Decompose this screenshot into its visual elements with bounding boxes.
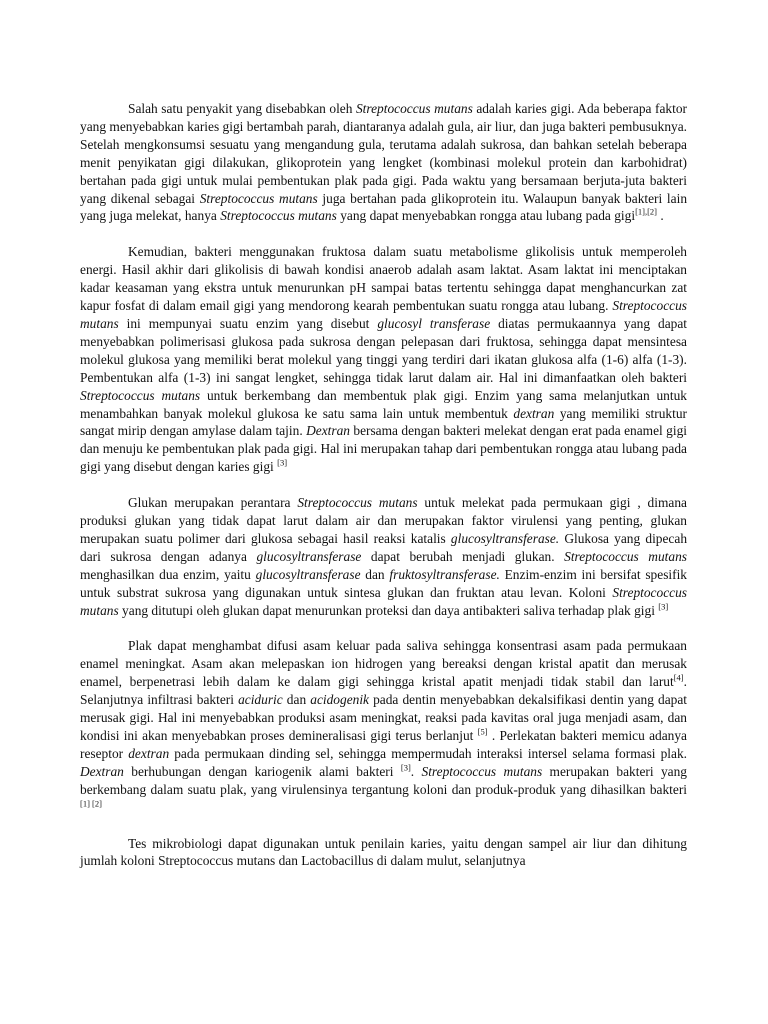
italic-term: Dextran: [306, 423, 350, 439]
italic-term: dextran: [513, 405, 555, 421]
italic-term: Streptococcus mutans: [80, 584, 687, 618]
text-run: Enzim-enzim ini bersifat spesifik untuk substrat sukrosa yang digunakan untuk sintesa glukan dan fruktan atau levan. Koloni: [80, 566, 688, 600]
italic-term: glucosyltransferase: [256, 548, 362, 564]
text-run: juga bertahan pada glikoprotein itu. Walaupun banyak bakteri lain yang juga melekat, hanya: [80, 190, 688, 224]
text-run: pada dentin menyebabkan dekalsifikasi dentin yang dapat merusak gigi. Hal ini menyebabkan produksi asam meningkat, reaksi pada kavitas oral juga menjadi asam, dan kondisi ini akan menyebabkan proses demineralisasi gigi terus berlanjut: [80, 692, 688, 743]
text-run: Glukan merupakan perantara: [128, 495, 298, 511]
italic-term: acidogenik: [310, 692, 369, 708]
text-run: bersama dengan bakteri melekat dengan erat pada enamel gigi dan menuju ke pembentukan plak pada gigi. Hal ini merupakan tahap dari pembentukan rongga atau lubang pada gigi yang disebut dengan karies gigi: [80, 423, 687, 475]
italic-term: Streptococcus mutans: [199, 190, 318, 206]
text-run: merupakan bakteri yang berkembang dalam suatu plak, yang virulensinya tergantung koloni dan produk-produk yang dihasilkan bakteri: [80, 763, 687, 797]
citation-ref: [3]: [658, 601, 669, 612]
italic-term: Streptococcus mutans: [80, 298, 687, 331]
citation-ref: [5]: [477, 726, 488, 737]
citation-ref: [1] [2]: [80, 798, 102, 809]
italic-term: Streptococcus mutans: [355, 101, 473, 116]
italic-term: fruktosyltransferase.: [389, 566, 500, 582]
text-run: .: [410, 763, 422, 779]
text-run: dan: [360, 566, 390, 582]
italic-term: dextran: [128, 745, 170, 761]
text-run: yang memiliki struktur sangat mirip dengan amylase dalam tajin.: [80, 405, 687, 439]
text-run: untuk melekat pada permukaan gigi , dimana produksi glukan yang tidak dapat larut dalam air dan merupakan faktor virulensi yang penting, glukan merupakan suatu polimer dari glukosa sebagai hasil reaksi katalis: [80, 495, 687, 546]
italic-term: Streptococcus mutans: [220, 208, 337, 224]
text-run: dapat berubah menjadi glukan.: [361, 548, 565, 564]
citation-ref: [4]: [673, 672, 684, 683]
italic-term: aciduric: [238, 692, 283, 708]
text-run: Tes mikrobiologi dapat digunakan untuk penilain karies, yaitu dengan sampel air liur dan dihitung jumlah koloni Streptococcus mutans dan Lactobacillus di dalam mulut, selanjutnya: [80, 835, 687, 869]
italic-term: Streptococcus mutans: [421, 763, 543, 779]
italic-term: glucosyl transferase: [377, 315, 491, 331]
text-run: Kemudian, bakteri menggunakan fruktosa dalam suatu metabolisme glikolisis untuk memperoleh energi. Hasil akhir dari glikolisis di bawah kondisi anaerob adalah asam laktat. Asam laktat ini menciptakan kadar keasaman yang ekstra untuk menurunkan pH sampai batas tertentu sehingga dapat menghancurkan zat kapur fosfat di dalam email gigi yang mendorong kearah pembentukan suatu rongga atau lubang.: [80, 244, 687, 314]
text-run: untuk berkembang dan membentuk plak gigi. Enzim yang sama melanjutkan untuk menambahkan banyak molekul glukosa ke satu sama lain untuk membentuk: [80, 387, 687, 421]
text-run: . Perlekatan bakteri memicu adanya reseptor: [80, 728, 687, 761]
text-run: Glukosa yang dipecah dari sukrosa dengan adanya: [80, 530, 688, 564]
paragraph-2: [80, 243, 687, 476]
text-run: adalah karies gigi. Ada beberapa faktor yang menyebabkan karies gigi bertambah parah, diantaranya adalah gula, air liur, dan juga bakteri pembusuknya. Setelah mengkonsumsi sesuatu yang mengandung gula, terutama adalah sukrosa, dan bahkan setelah beberapa menit penyikatan gigi dilakukan, glikoprotein yang lengket (kombinasi molekul protein dan karbohidrat) bertahan pada gigi untuk mulai pembentukan plak pada gigi. Pada waktu yang bersamaan berjuta-juta bakteri yang dikenal sebagai: [80, 101, 687, 206]
paragraph-1: [80, 100, 687, 225]
paragraph-4: [80, 637, 687, 816]
text-run: Salah satu penyakit yang disebabkan oleh: [128, 101, 356, 116]
text-run: diatas permukaannya yang dapat menyebabkan polimerisasi glukosa pada sukrosa dengan pelepasan dari fruktosa, sehingga dapat mensintesa molekul glukosa yang memiliki berat molekul yang tinggi yang terdiri dari ikatan glukosa alfa (1-6) alfa (1-3). Pembentukan alfa (1-3) ini sangat lengket, sehingga tidak larut dalam air. Hal ini dimanfaatkan oleh bakteri: [80, 315, 687, 385]
citation-ref: [3]: [400, 762, 411, 773]
paragraph-3: [80, 494, 687, 619]
italic-term: Streptococcus mutans: [80, 387, 201, 403]
citation-ref: [3]: [277, 457, 288, 468]
text-run: Plak dapat menghambat difusi asam keluar pada saliva sehingga konsentrasi asam pada permukaan enamel meningkat. Asam akan melepaskan ion hidrogen yang bereaksi dengan kristal apatit dan merusak enamel, berpenetrasi lebih dalam ke dalam gigi sehingga kristal apatit menjadi tidak stabil dan larut: [80, 638, 687, 690]
text-run: dan: [282, 692, 311, 708]
text-run: . Selanjutnya infiltrasi bakteri: [80, 674, 687, 708]
italic-term: Dextran: [80, 763, 124, 779]
text-run: ini mempunyai suatu enzim yang disebut: [118, 315, 378, 331]
text-run: yang dapat menyebabkan rongga atau lubang pada gigi: [336, 208, 636, 224]
italic-term: glucosyltransferase: [255, 566, 361, 582]
text-run: yang ditutupi oleh glukan dapat menurunkan proteksi dan daya antibakteri saliva terhadap plak gigi: [118, 602, 659, 618]
text-run: pada permukaan dinding sel, sehingga mempermudah interaksi intersel selama formasi plak.: [169, 745, 687, 761]
italic-term: glucosyltransferase.: [450, 530, 560, 546]
text-run: .: [657, 208, 664, 224]
text-run: menghasilkan dua enzim, yaitu: [80, 566, 256, 582]
citation-ref: [1],[2]: [635, 206, 658, 217]
text-run: berhubungan dengan kariogenik alami bakteri: [123, 763, 401, 779]
paragraph-5: [80, 835, 687, 871]
italic-term: Streptococcus mutans: [297, 495, 418, 511]
document-body: [80, 100, 687, 888]
italic-term: Streptococcus mutans: [564, 548, 687, 564]
